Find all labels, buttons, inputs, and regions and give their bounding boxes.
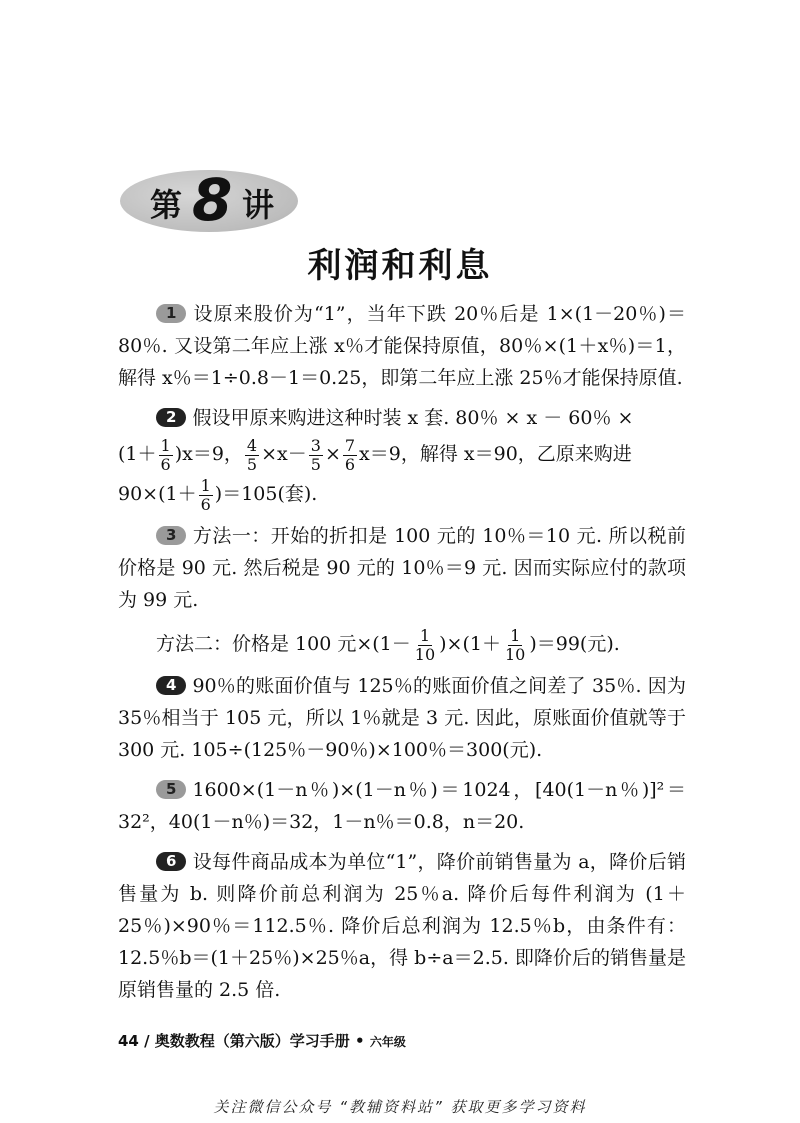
page-number: 44 [118,1032,139,1050]
solution-6 [118,846,686,1006]
grade-label: 六年级 [369,1035,406,1049]
solution-4 [118,670,686,766]
formula-text: )＝105(套). [214,483,318,505]
solution-text: 设原来股价为“1”，当年下跌 20％后是 1×(1－20％)＝80％. 又设第二年应上涨 x％才能保持原值，80％×(1＋x％)＝1，解得 x％＝1÷0.8－1＝0.25，即第二年应上涨 25％才能保持原值. [118,303,686,389]
fraction: $\frac{1}{6}$ [200,475,211,514]
solution-text: 1600×(1－n％)×(1－n％)＝1024，[40(1－n％)]²＝32²，40(1－n％)＝32，1－n％＝0.8，n＝20. [118,779,686,833]
solution-text: 90％的账面价值与 125％的账面价值之间差了 35％. 因为 35％相当于 105 元，所以 1％就是 3 元. 因此，原账面价值就等于 300 元. 105÷(125％－90％)×100％＝300(元). [118,675,686,761]
solution-text: 方法一：开始的折扣是 100 元的 10％＝10 元. 所以税前价格是 90 元. 然后税是 90 元的 10％＝9 元. 因而实际应付的款项为 99 元. [118,525,686,611]
page-title: 利润和利息 [307,246,493,286]
solution-line: 假设甲原来购进这种时装 x 套. 80％ × x － 60％ × [192,407,634,429]
solution-number: 1 [156,304,186,323]
fraction: $\frac{3}{5}$ [310,435,321,474]
solution-1 [118,298,686,394]
lecture-prefix: 第 [150,186,183,224]
fraction: $\frac{4}{5}$ [246,435,258,474]
formula-text: 方法二：价格是 100 元×(1－ [156,633,411,655]
solutions-content [118,298,686,1014]
fraction: $\frac{1}{6}$ [160,435,171,474]
formula-text: )×(1＋ [439,633,501,655]
solution-number: 5 [156,780,186,799]
solution-3-method-2 [118,624,686,664]
formula-text: 90×(1＋ [118,483,197,505]
solution-number: 6 [156,852,186,871]
solution-text: 设每件商品成本为单位“1”，降价前销售量为 a，降价后销售量为 b. 则降价前总利润为 25％a. 降价后每件利润为 (1＋25％)×90％＝112.5％. 降价后总利润为 12.5％b，由条件有：12.5％b＝(1＋25％)×25％a，得 b÷a＝2.5. 即降价后的销售量是原销售量的 2.5 倍. [118,851,686,1001]
solution-number: 4 [156,676,186,695]
lecture-badge [120,166,298,234]
solution-number: 2 [156,408,186,427]
formula-text: )＝99(元). [529,633,620,655]
formula-text: × [324,443,341,465]
formula-text: x＝9，解得 x＝90，乙原来购进 [359,443,632,465]
book-title: / 奥数教程（第六版）学习手册 • [144,1032,365,1050]
solution-number: 3 [156,526,186,545]
formula-text: (1＋ [118,443,157,465]
fraction: $\frac{7}{6}$ [344,435,356,474]
fraction: $\frac{1}{10}$ [414,625,436,664]
formula-text: )x＝9， [174,443,243,465]
solution-3 [118,520,686,616]
watermark-text: 关注微信公众号 “教辅资料站” 获取更多学习资料 [213,1098,587,1116]
lecture-number: 8 [192,166,233,234]
solution-formula [118,434,686,474]
fraction: $\frac{1}{10}$ [504,625,526,664]
page-footer [118,1030,406,1051]
solution-formula [118,474,686,514]
solution-2 [118,402,686,514]
formula-text: ×x－ [261,443,307,465]
solution-5 [118,774,686,838]
lecture-suffix: 讲 [242,186,275,224]
